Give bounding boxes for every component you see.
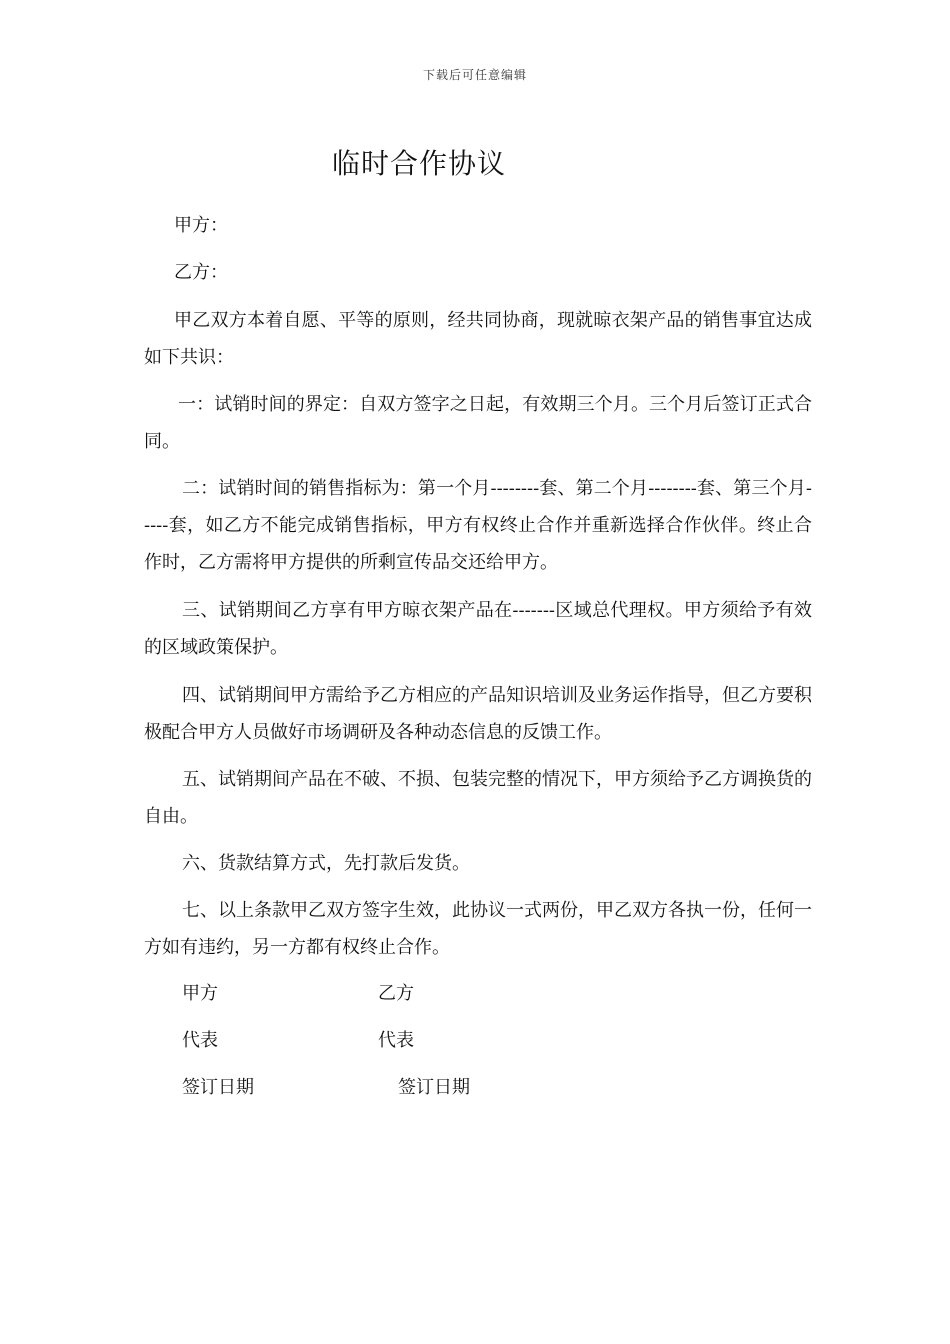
signature-party-a: 甲方: [182, 983, 218, 1004]
clause-2: 二：试销时间的销售指标为：第一个月--------套、第二个月--------套、第三个月-----套，如乙方不能完成销售指标，甲方有权终止合作并重新选择合作伙伴。终止合作时，乙方需将甲方提供的所剩宣传品交还给甲方。: [144, 478, 812, 573]
signature-date-a: 签订日期: [182, 1077, 254, 1098]
clause-5: 五、试销期间产品在不破、不损、包装完整的情况下，甲方须给予乙方调换货的自由。: [144, 769, 812, 827]
clause-3: 三、试销期间乙方享有甲方晾衣架产品在-------区域总代理权。甲方须给予有效的区域政策保护。: [144, 600, 812, 658]
clause-4: 四、试销期间甲方需给予乙方相应的产品知识培训及业务运作指导，但乙方要积极配合甲方人员做好市场调研及各种动态信息的反馈工作。: [144, 685, 812, 743]
document-title: 临时合作协议: [332, 147, 507, 180]
signature-rep-a: 代表: [182, 1030, 218, 1051]
clause-1: 一：试销时间的界定：自双方签字之日起，有效期三个月。三个月后签订正式合同。: [144, 394, 812, 452]
intro-paragraph: 甲乙双方本着自愿、平等的原则，经共同协商，现就晾衣架产品的销售事宜达成如下共识：: [144, 310, 812, 368]
party-b-label: 乙方：: [174, 262, 228, 283]
signature-date-b: 签订日期: [398, 1077, 470, 1098]
signature-rep-b: 代表: [378, 1030, 414, 1051]
clause-6: 六、货款结算方式，先打款后发货。: [182, 853, 470, 874]
signature-party-b: 乙方: [378, 983, 414, 1004]
party-a-label: 甲方：: [174, 215, 228, 236]
header-note: 下载后可任意编辑: [422, 68, 527, 82]
clause-7: 七、以上条款甲乙双方签字生效，此协议一式两份，甲乙双方各执一份，任何一方如有违约，另一方都有权终止合作。: [144, 900, 812, 958]
